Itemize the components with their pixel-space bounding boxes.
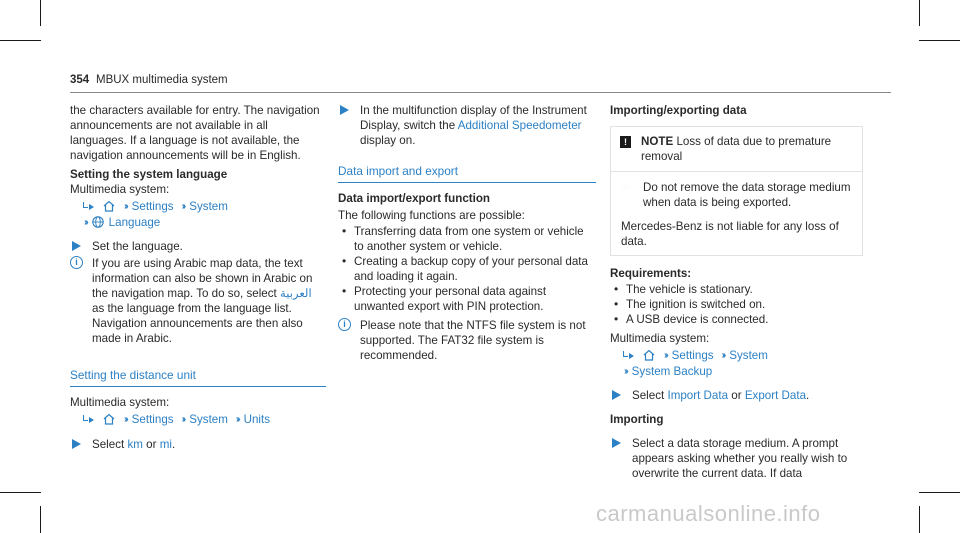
step-multifunction-pre: In the multifunction display of the Instrument Display, switch the (360, 104, 587, 132)
intro-text: the characters available for entry. The navigation announcements are not available in all languages. If a language is not available, the navigation announcements will be in English. (70, 104, 320, 162)
page-header (70, 73, 890, 89)
additional-speedometer-option[interactable]: Additional Speedometer (457, 119, 582, 132)
home-icon (102, 199, 116, 213)
chevron-right-icon: ›› (235, 413, 239, 425)
info-icon: i (338, 318, 351, 331)
or-label: or (731, 389, 742, 402)
crop-mark (40, 506, 41, 533)
path-system[interactable]: System (189, 199, 228, 213)
warning-icon: ! (620, 136, 631, 148)
chevron-right-icon: ›› (124, 413, 127, 425)
step-select-label: Select (632, 389, 665, 402)
chevron-right-icon: ›› (624, 365, 627, 377)
chevron-right-icon: ›› (124, 200, 127, 212)
home-icon (102, 412, 116, 426)
menu-path-units (70, 411, 326, 427)
note-box (610, 126, 863, 256)
note-ntfs-text: Please note that the NTFS file system is not supported. The FAT32 file system is recommended. (360, 319, 586, 362)
home-icon (642, 348, 656, 362)
section-title-data: Data import and export (338, 164, 458, 178)
step-select-import-export (610, 388, 866, 403)
following-text: The following functions are possible: (338, 209, 525, 222)
note-arabic-pre: If you are using Arabic map data, the text information can also be shown in Arabic on the navigation map. To do so, select (92, 257, 313, 300)
period: . (806, 389, 810, 402)
step-text: Set the language. (92, 240, 183, 253)
step-select-unit (70, 437, 326, 452)
enter-arrow-icon (622, 351, 635, 360)
unit-mi-option[interactable]: mi (159, 438, 172, 451)
path-system[interactable]: System (729, 348, 768, 362)
page-number: 354 (70, 74, 90, 86)
crop-frame (919, 40, 960, 41)
note-label: NOTE (641, 135, 674, 148)
step-arrow-icon (72, 438, 84, 450)
chevron-right-icon: ›› (664, 349, 667, 361)
multimedia-system-label: Multimedia system: (70, 396, 170, 409)
step-arrow-icon (340, 104, 352, 116)
heading-system-language: Setting the system language (70, 168, 228, 181)
path-settings[interactable]: Settings (131, 199, 174, 213)
multimedia-system-label: Multimedia system: (70, 183, 170, 196)
path-units[interactable]: Units (243, 412, 270, 426)
menu-path-backup (610, 347, 866, 379)
requirements-list (610, 282, 866, 327)
watermark: carmanualsonline.info (596, 501, 821, 526)
note-head (611, 127, 862, 172)
note-ntfs (338, 318, 596, 363)
info-icon: i (70, 256, 83, 269)
crop-frame (919, 492, 960, 493)
list-item: • The ignition is switched on. (610, 297, 866, 312)
note-title: Loss of data due to premature removal (641, 135, 832, 163)
note-body (611, 172, 862, 255)
multimedia-system-label: Multimedia system: (610, 332, 710, 345)
or-label: or (146, 438, 157, 451)
step-arrow-icon (612, 389, 624, 401)
step-select-label: Select (92, 438, 125, 451)
list-item: • A USB device is connected. (610, 312, 866, 327)
header-rule (70, 92, 891, 93)
path-language[interactable]: Language (108, 215, 161, 229)
import-data-option[interactable]: Import Data (667, 389, 729, 402)
list-item: • Creating a backup copy of your personal data and loading it again. (338, 254, 596, 284)
crop-mark (919, 506, 920, 533)
heading-import-export: Importing/exporting data (610, 104, 747, 117)
unit-km-option[interactable]: km (127, 438, 143, 451)
chevron-right-icon: ›› (721, 349, 725, 361)
chevron-right-icon: ›› (84, 216, 87, 228)
crop-mark (40, 0, 41, 26)
heading-importing: Importing (610, 413, 664, 426)
crop-frame (0, 492, 41, 493)
path-system-backup[interactable]: System Backup (631, 364, 713, 378)
path-settings[interactable]: Settings (131, 412, 174, 426)
column-2 (338, 103, 596, 363)
heading-requirements: Requirements: (610, 267, 692, 280)
chevron-right-icon: ›› (181, 200, 185, 212)
function-list (338, 224, 596, 314)
crop-frame (0, 40, 41, 41)
heading-data-function: Data import/export function (338, 192, 491, 205)
step-multifunction-post: display on. (360, 134, 416, 147)
step-arrow-icon (72, 240, 84, 252)
path-settings[interactable]: Settings (671, 348, 714, 362)
list-item: • The vehicle is stationary. (610, 282, 866, 297)
export-data-option[interactable]: Export Data (744, 389, 807, 402)
menu-path-language (70, 198, 326, 230)
note-arabic (70, 256, 326, 346)
step-arrow-icon (612, 437, 624, 449)
period: . (171, 438, 176, 451)
step-select-medium (610, 436, 866, 481)
arabic-language-option[interactable]: العربية (280, 287, 312, 300)
globe-icon (92, 216, 104, 228)
page-title: MBUX multimedia system (96, 74, 228, 86)
column-1 (70, 103, 326, 452)
column-3 (610, 103, 866, 481)
section-rule (70, 386, 326, 387)
chevron-right-icon: ›› (181, 413, 185, 425)
list-item: • Protecting your personal data against unwanted export with PIN protection. (338, 284, 596, 314)
crop-mark (919, 0, 920, 26)
path-system[interactable]: System (189, 412, 228, 426)
step-multifunction (338, 103, 596, 148)
enter-arrow-icon (82, 202, 95, 211)
list-item: • Transferring data from one system or vehicle to another system or vehicle. (338, 224, 596, 254)
note-liability-text: Mercedes-Benz is not liable for any loss of data. (621, 220, 839, 248)
enter-arrow-icon (82, 415, 95, 424)
note-arabic-post: as the language from the language list. Navigation announcements are then also made in Arabic. (92, 302, 303, 345)
section-rule (338, 182, 596, 183)
step-arrow-icon (623, 181, 635, 193)
section-title-distance: Setting the distance unit (70, 368, 196, 382)
step-set-language (70, 239, 326, 254)
note-step (621, 180, 854, 210)
step-medium-text: Select a data storage medium. A prompt appears asking whether you really wish to overwrite the current data. If data (632, 437, 848, 480)
note-step-text: Do not remove the data storage medium when data is being exported. (643, 181, 851, 209)
